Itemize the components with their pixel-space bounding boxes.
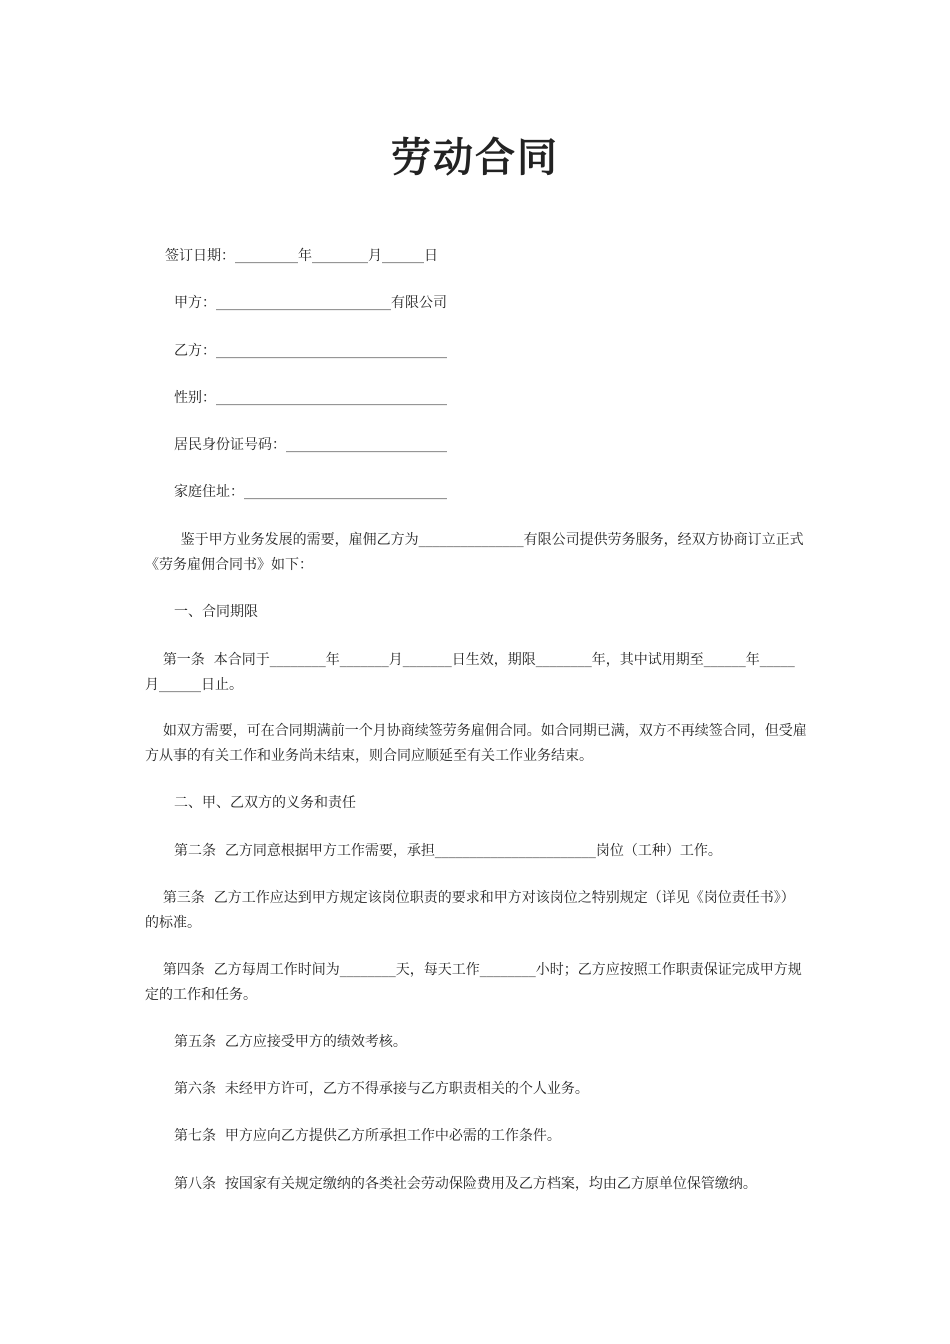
section1-heading: 一、合同期限 <box>174 604 258 620</box>
party-b-line: 乙方：_________________________________ <box>174 343 447 359</box>
article6-line: 第六条 未经甲方许可，乙方不得承接与乙方职责相关的个人业务。 <box>174 1081 589 1097</box>
sign-date-line: 签订日期：_________年________月______日 <box>165 248 438 264</box>
party-a-line: 甲方：_________________________有限公司 <box>174 295 447 311</box>
article3-paragraph: 第三条 乙方工作应达到甲方规定该岗位职责的要求和甲方对该岗位之特别规定（详见《岗位责任书》）的标准。 <box>145 890 795 931</box>
article7-line: 第七条 甲方应向乙方提供乙方所承担工作中必需的工作条件。 <box>174 1128 561 1144</box>
renewal-paragraph: 如双方需要，可在合同期满前一个月协商续签劳务雇佣合同。如合同期已满，双方不再续签合同，但受雇方从事的有关工作和业务尚未结束，则合同应顺延至有关工作业务结束。 <box>145 723 807 764</box>
gender-line: 性别：_________________________________ <box>174 390 447 406</box>
id-number-line: 居民身份证号码：_______________________ <box>174 437 447 453</box>
article8-line: 第八条 按国家有关规定缴纳的各类社会劳动保险费用及乙方档案，均由乙方原单位保管缴纳。 <box>174 1176 757 1192</box>
section2-heading: 二、甲、乙双方的义务和责任 <box>174 795 356 811</box>
article2-line: 第二条 乙方同意根据甲方工作需要，承担_______________________岗位（工种）工作。 <box>174 843 722 859</box>
address-line: 家庭住址：_____________________________ <box>174 484 447 500</box>
document-title: 劳动合同 <box>391 135 559 181</box>
preamble-paragraph: 鉴于甲方业务发展的需要，雇佣乙方为_______________有限公司提供劳务服务，经双方协商订立正式《劳务雇佣合同书》如下： <box>145 532 804 573</box>
article1-paragraph: 第一条 本合同于________年_______月_______日生效，期限________年，其中试用期至______年_____月______日止。 <box>145 652 795 693</box>
article5-line: 第五条 乙方应接受甲方的绩效考核。 <box>174 1034 407 1050</box>
article4-paragraph: 第四条 乙方每周工作时间为________天，每天工作________小时；乙方应按照工作职责保证完成甲方规定的工作和任务。 <box>145 962 802 1003</box>
